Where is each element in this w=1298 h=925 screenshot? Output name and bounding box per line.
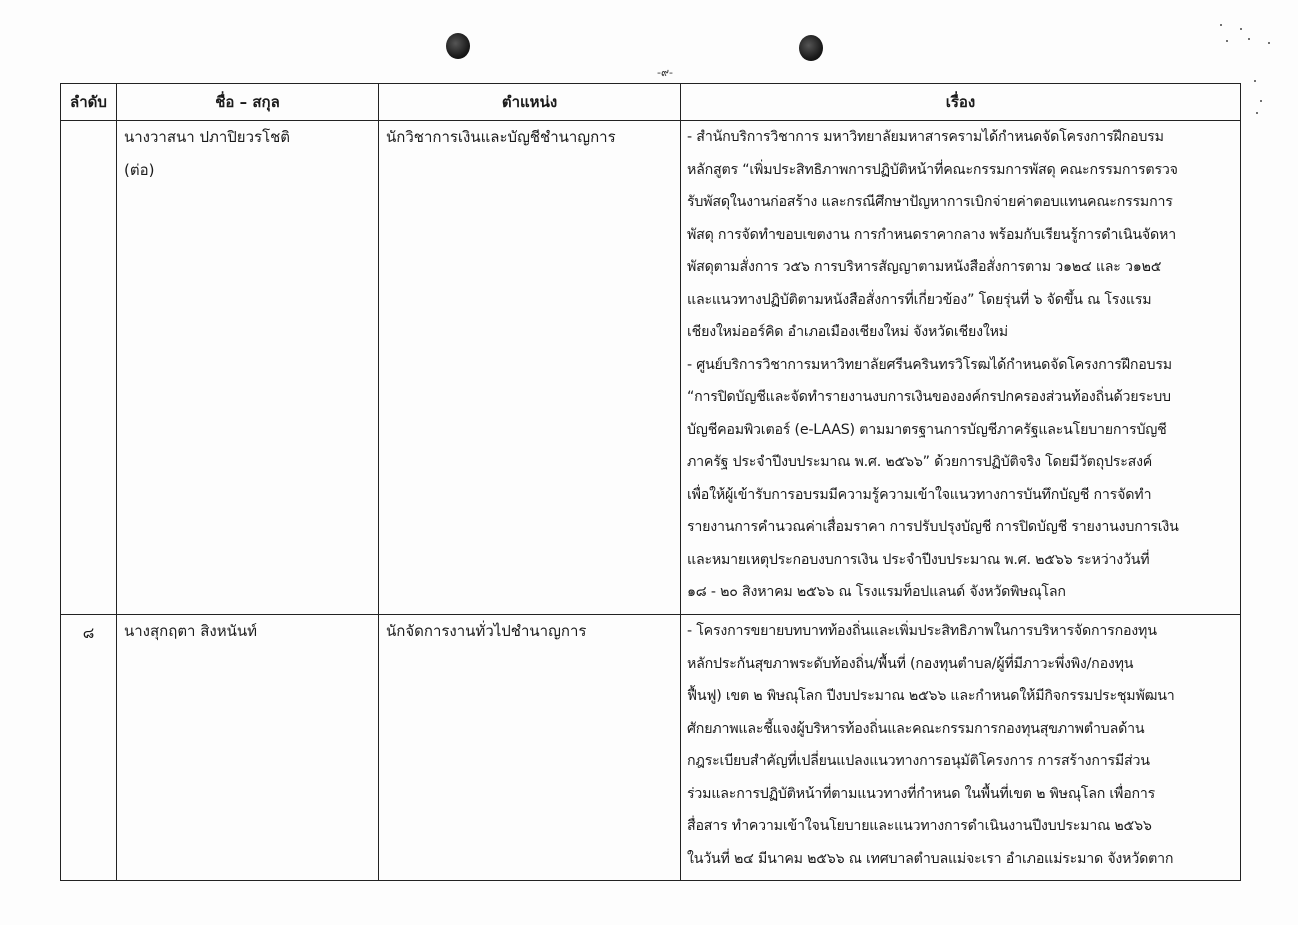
header-no: ลำดับ — [61, 84, 117, 121]
subject-line: พัสดุตามสั่งการ ว๕๖ การบริหารสัญญาตามหนังสือสั่งการตาม ว๑๒๔ และ ว๑๒๕ — [687, 259, 1162, 275]
person-name — [117, 615, 379, 881]
punch-hole-left — [446, 33, 470, 59]
subject-text — [681, 121, 1241, 615]
name-line: (ต่อ) — [124, 160, 155, 179]
row-number — [61, 121, 117, 615]
subject-line: หลักสูตร “เพิ่มประสิทธิภาพการปฏิบัติหน้าที่คณะกรรมการพัสดุ คณะกรรมการตรวจ — [687, 161, 1178, 178]
page-number: -๙- — [657, 66, 673, 79]
header-subject: เรื่อง — [681, 84, 1241, 121]
subject-line: ศักยภาพและชี้แจงผู้บริหารท้องถิ่นและคณะกรรมการกองทุนสุขภาพตำบลด้าน — [687, 720, 1145, 737]
table-row — [61, 615, 1241, 881]
subject-line: ฟื้นฟู) เขต ๒ พิษณุโลก ปีงบประมาณ ๒๕๖๖ และกำหนดให้มีกิจกรรมประชุมพัฒนา — [687, 688, 1175, 704]
subject-line: หลักประกันสุขภาพระดับท้องถิ่น/พื้นที่ (กองทุนตำบล/ผู้ที่มีภาวะพึ่งพิง/กองทุน — [687, 655, 1134, 672]
subject-line: ร่วมและการปฏิบัติหน้าที่ตามแนวทางที่กำหนด ในพื้นที่เขต ๒ พิษณุโลก เพื่อการ — [687, 785, 1156, 802]
table-header-row — [61, 84, 1241, 121]
subject-line: ภาครัฐ ประจำปีงบประมาณ พ.ศ. ๒๕๖๖” ด้วยการปฏิบัติจริง โดยมีวัตถุประสงค์ — [687, 454, 1153, 470]
subject-line: และหมายเหตุประกอบงบการเงิน ประจำปีงบประมาณ พ.ศ. ๒๕๖๖ ระหว่างวันที่ — [687, 551, 1150, 568]
subject-line: ในวันที่ ๒๔ มีนาคม ๒๕๖๖ ณ เทศบาลตำบลแม่จะเรา อำเภอแม่ระมาด จังหวัดตาก — [687, 850, 1174, 867]
subject-line: - โครงการขยายบทบาทท้องถิ่นและเพิ่มประสิทธิภาพในการบริหารจัดการกองทุน — [687, 623, 1157, 639]
subject-line: ๑๘ - ๒๐ สิงหาคม ๒๕๖๖ ณ โรงแรมท็อปแลนด์ จังหวัดพิษณุโลก — [687, 584, 1066, 600]
row-number: ๘ — [61, 615, 117, 881]
person-position: นักจัดการงานทั่วไปชำนาญการ — [379, 615, 681, 881]
subject-line: เชียงใหม่ออร์คิด อำเภอเมืองเชียงใหม่ จังหวัดเชียงใหม่ — [687, 324, 1008, 340]
person-name — [117, 121, 379, 615]
subject-line: และแนวทางปฏิบัติตามหนังสือสั่งการที่เกี่ยวข้อง” โดยรุ่นที่ ๖ จัดขึ้น ณ โรงแรม — [687, 291, 1152, 308]
subject-text — [681, 615, 1241, 881]
header-name: ชื่อ – สกุล — [117, 84, 379, 121]
subject-line: รับพัสดุในงานก่อสร้าง และกรณีศึกษาปัญหาการเบิกจ่ายค่าตอบแทนคณะกรรมการ — [687, 194, 1173, 210]
subject-line: บัญชีคอมพิวเตอร์ (e-LAAS) ตามมาตรฐานการบัญชีภาครัฐและนโยบายการบัญชี — [687, 421, 1167, 438]
subject-line: รายงานการคำนวณค่าเสื่อมราคา การปรับปรุงบัญชี การปิดบัญชี รายงานงบการเงิน — [687, 519, 1179, 535]
name-line: นางสุกฤตา สิงหนันท์ — [124, 622, 258, 640]
subject-line: สื่อสาร ทำความเข้าใจนโยบายและแนวทางการดำเนินงานปีงบประมาณ ๒๕๖๖ — [687, 818, 1152, 834]
document-table — [60, 83, 1241, 881]
table-row — [61, 121, 1241, 615]
header-position: ตำแหน่ง — [379, 84, 681, 121]
subject-line: กฎระเบียบสำคัญที่เปลี่ยนแปลงแนวทางการอนุมัติโครงการ การสร้างการมีส่วน — [687, 753, 1150, 769]
subject-line: - สำนักบริการวิชาการ มหาวิทยาลัยมหาสารครามได้กำหนดจัดโครงการฝึกอบรม — [687, 129, 1164, 145]
subject-line: พัสดุ การจัดทำขอบเขตงาน การกำหนดราคากลาง พร้อมกับเรียนรู้การดำเนินจัดหา — [687, 226, 1176, 243]
name-line: นางวาสนา ปภาปิยวรโชติ — [124, 128, 291, 146]
subject-line: “การปิดบัญชีและจัดทำรายงานงบการเงินขององค์กรปกครองส่วนท้องถิ่นด้วยระบบ — [687, 389, 1171, 405]
subject-line: เพื่อให้ผู้เข้ารับการอบรมมีความรู้ความเข้าใจแนวทางการบันทึกบัญชี การจัดทำ — [687, 486, 1152, 503]
person-position: นักวิชาการเงินและบัญชีชำนาญการ — [379, 121, 681, 615]
subject-line: - ศูนย์บริการวิชาการมหาวิทยาลัยศรีนครินทรวิโรฒได้กำหนดจัดโครงการฝึกอบรม — [687, 356, 1172, 373]
punch-hole-right — [799, 35, 823, 61]
